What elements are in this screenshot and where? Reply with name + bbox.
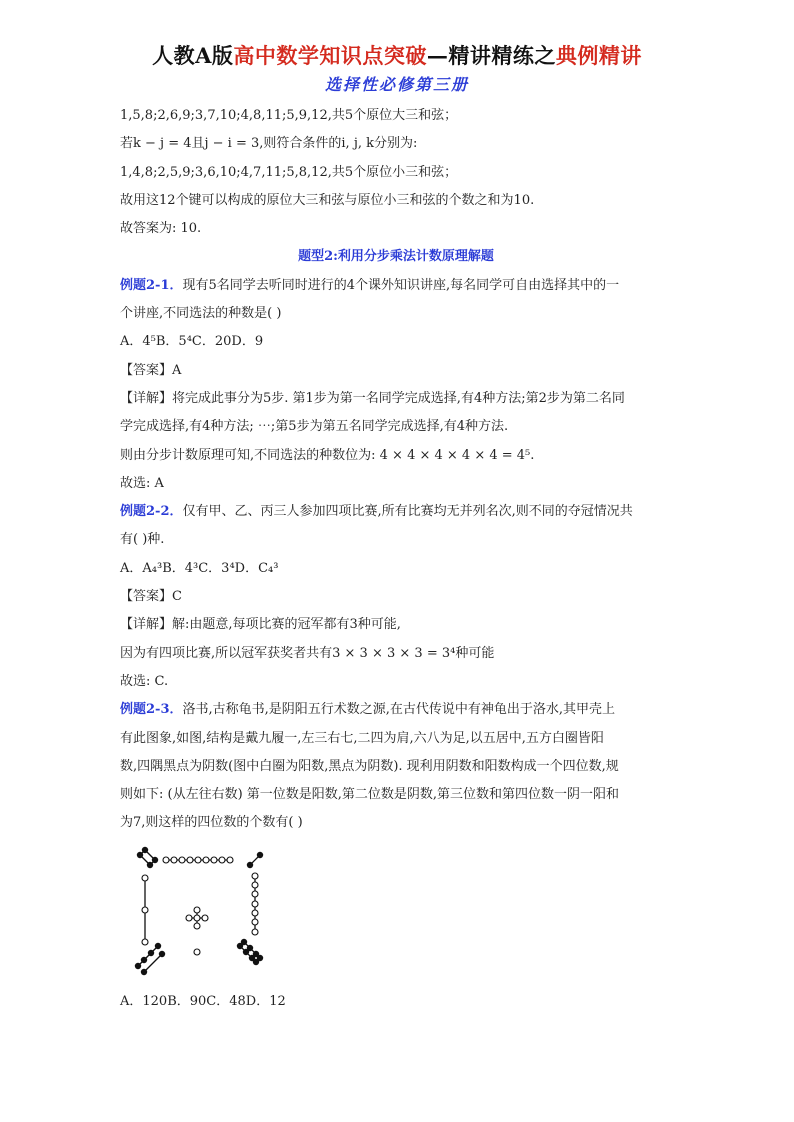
- explanation-text: 则由分步计数原理可知,不同选法的种数位为: 4 × 4 × 4 × 4 × 4 = 4⁵.: [120, 447, 535, 463]
- question-text: 为7,则这样的四位数的个数有( ): [120, 815, 303, 831]
- example-2-3-question: [120, 696, 672, 724]
- header-title-part1: 人教A版: [152, 43, 234, 68]
- explanation-text: 【详解】将完成此事分为5步. 第1步为第一名同学完成选择,有4种方法;第2步为第二名同: [120, 390, 625, 406]
- explanation-text: 【详解】解:由题意,每项比赛的冠军都有3种可能,: [120, 617, 401, 633]
- document-body: [120, 102, 672, 1016]
- section-title: 题型2:利用分步乘法计数原理解题: [298, 249, 494, 265]
- example-label: 例题2-3．: [120, 702, 183, 718]
- text-line: 1,5,8;2,6,9;3,7,10;4,8,11;5,9,12,共5个原位大三和弦；: [120, 108, 458, 123]
- question-text: 有此图象,如图,结构是戴九履一,左三右七,二四为肩,六八为足,以五居中,五方白圈皆阳: [120, 730, 604, 746]
- text-line: 故答案为: 10.: [120, 221, 202, 237]
- answer-options: A．4⁵B．5⁴C．20D．9: [120, 334, 264, 350]
- question-text: 则如下: (从左往右数) 第一位数是阳数,第二位数是阴数,第三位数和第四位数一阴一阳和: [120, 787, 620, 803]
- explanation-text: 因为有四项比赛,所以冠军获奖者共有3 × 3 × 3 × 3 = 3⁴种可能: [120, 645, 495, 661]
- question-text: 数,四隅黑点为阴数(图中白圈为阳数,黑点为阴数). 现利用阴数和阳数构成一个四位数,规: [120, 758, 619, 774]
- example-label: 例题2-2．: [120, 504, 183, 520]
- luoshu-diagram: [130, 846, 280, 976]
- question-text: 洛书,古称龟书,是阴阳五行术数之源,在古代传说中有神龟出于洛水,其甲壳上: [182, 702, 616, 718]
- question-text: 有( )种.: [120, 532, 165, 548]
- header-title-part3: —精讲精练之: [426, 43, 556, 68]
- example-2-2-question: [120, 498, 672, 526]
- header-title-part4: 典例精讲: [555, 43, 642, 68]
- answer-options: A．120B．90C．48D．12: [120, 993, 286, 1009]
- explanation-text: 故选: C.: [120, 673, 169, 689]
- text-line: 故用这12个键可以构成的原位大三和弦与原位小三和弦的个数之和为10.: [120, 192, 535, 208]
- header-title-part2: 高中数学知识点突破: [233, 43, 427, 68]
- example-2-1-question: [120, 272, 672, 300]
- answer-key: 【答案】C: [120, 589, 182, 605]
- page-header-title: [0, 40, 794, 70]
- question-text: 仅有甲、乙、丙三人参加四项比赛,所有比赛均无并列名次,则不同的夺冠情况共: [182, 504, 633, 520]
- explanation-text: 学完成选择,有4种方法; ⋯;第5步为第五名同学完成选择,有4种方法.: [120, 419, 509, 435]
- page-subtitle: 选择性必修第三册: [324, 75, 469, 94]
- question-text: 个讲座,不同选法的种数是( ): [120, 306, 282, 322]
- example-label: 例题2-1．: [120, 277, 183, 293]
- answer-key: 【答案】A: [120, 362, 182, 378]
- question-text: 现有5名同学去听同时进行的4个课外知识讲座,每名同学可自由选择其中的一: [182, 277, 620, 293]
- answer-options: A．A₄³B．4³C．3⁴D．C₄³: [120, 560, 279, 576]
- luoshu-figure: [120, 838, 672, 988]
- text-line: 1,4,8;2,5,9;3,6,10;4,7,11;5,8,12,共5个原位小三和弦；: [120, 164, 458, 180]
- text-line: 若k − j = 4且j − i = 3,则符合条件的i, j, k分别为:: [120, 136, 418, 152]
- explanation-text: 故选: A: [120, 475, 164, 491]
